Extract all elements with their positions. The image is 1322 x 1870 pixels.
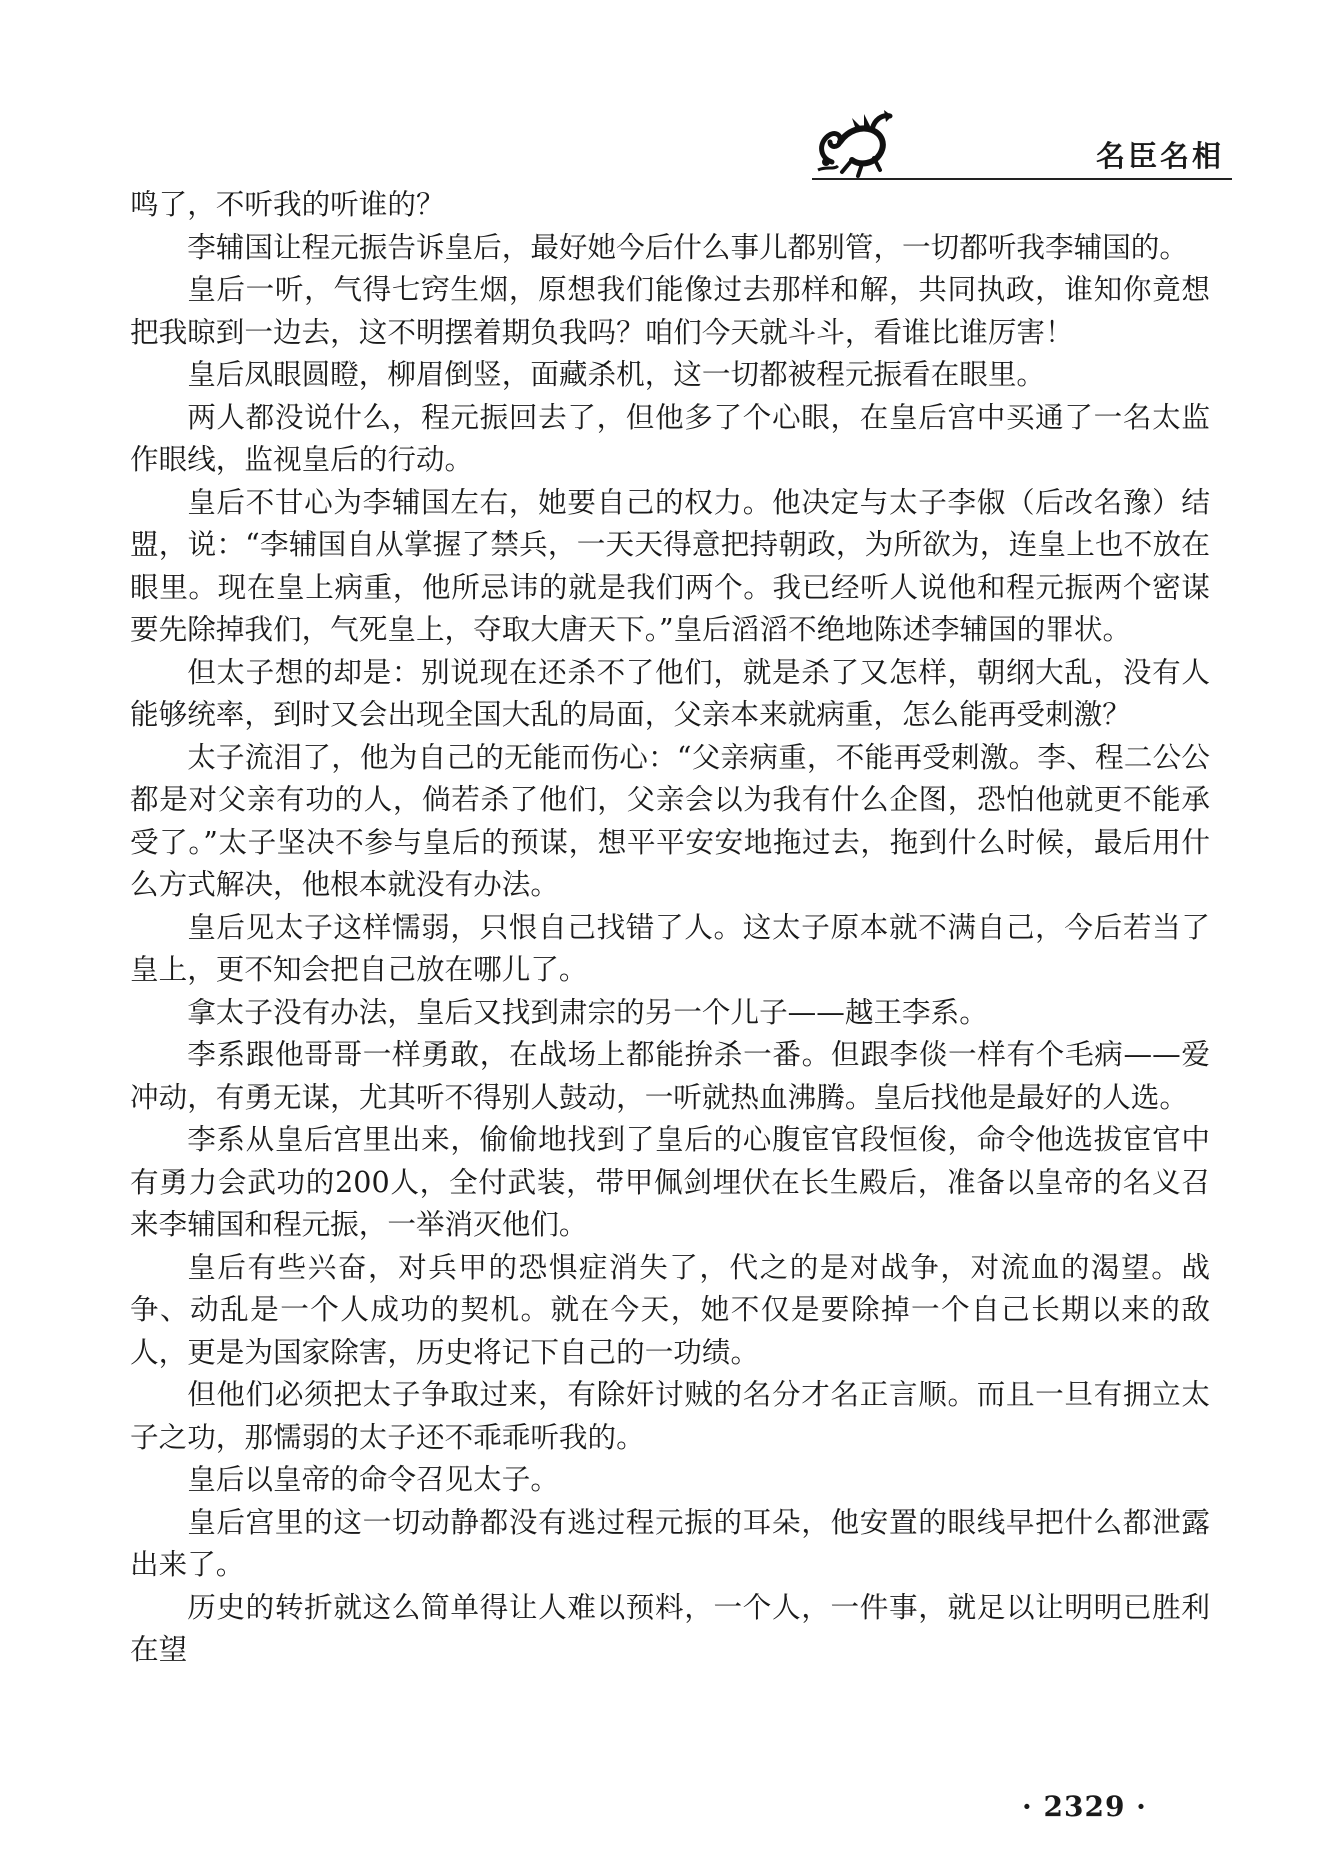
page-number: · 2329 · — [1022, 1790, 1147, 1823]
paragraph: 皇后以皇帝的命令召见太子。 — [187, 1462, 559, 1496]
paragraph: 李系从皇后宫里出来，偷偷地找到了皇后的心腹宦官段恒俊，命令他选拔宦官中有勇力会武功的200人，全付武装，带甲佩剑埋伏在长生殿后，准备以皇帝的名义召来李辅国和程元振，一举消灭他们。 — [130, 1122, 1210, 1241]
paragraph: 但太子想的却是：别说现在还杀不了他们，就是杀了又怎样，朝纲大乱，没有人能够统率，到时又会出现全国大乱的局面，父亲本来就病重，怎么能再受刺激？ — [130, 654, 1210, 731]
paragraph: 李辅国让程元振告诉皇后，最好她今后什么事儿都别管，一切都听我李辅国的。 — [187, 229, 1188, 264]
paragraph: 两人都没说什么，程元振回去了，但他多了个心眼，在皇后宫中买通了一名太监作眼线，监视皇后的行动。 — [130, 399, 1210, 476]
paragraph: 皇后不甘心为李辅国左右，她要自己的权力。他决定与太子李俶（后改名豫）结盟，说：“李辅国自从掌握了禁兵，一天天得意把持朝政，为所欲为，连皇上也不放在眼里。现在皇上病重，他所忌讳的就是我们两个。我已经听人说他和程元振两个密谋要先除掉我们，气死皇上，夺取大唐天下。”皇后滔滔不绝地陈述李辅国的罪状。 — [130, 484, 1210, 646]
page-header — [812, 100, 1232, 190]
header-rule — [812, 178, 1232, 180]
paragraph: 皇后凤眼圆瞪，柳眉倒竖，面藏杀机，这一切都被程元振看在眼里。 — [187, 357, 1046, 391]
paragraph: 鸣了，不听我的听谁的？ — [130, 187, 445, 221]
section-title: 名臣名相 — [1095, 139, 1224, 173]
paragraph: 皇后见太子这样懦弱，只恨自己找错了人。这太子原本就不满自己，今后若当了皇上，更不知会把自己放在哪儿了。 — [130, 909, 1210, 986]
paragraph: 皇后一听，气得七窍生烟，原想我们能像过去那样和解，共同执政，谁知你竟想把我晾到一边去，这不明摆着期负我吗？咱们今天就斗斗，看谁比谁厉害！ — [130, 272, 1210, 349]
paragraph: 拿太子没有办法，皇后又找到肃宗的另一个儿子——越王李系。 — [187, 994, 988, 1029]
paragraph: 历史的转折就这么简单得让人难以预料，一个人，一件事，就足以让明明已胜利在望 — [130, 1589, 1210, 1666]
body-text — [130, 183, 1210, 1671]
dragon-icon — [812, 100, 900, 180]
paragraph: 皇后宫里的这一切动静都没有逃过程元振的耳朵，他安置的眼线早把什么都泄露出来了。 — [130, 1504, 1210, 1581]
paragraph: 李系跟他哥哥一样勇敢，在战场上都能拚杀一番。但跟李倓一样有个毛病——爱冲动，有勇无谋，尤其听不得别人鼓动，一听就热血沸腾。皇后找他是最好的人选。 — [130, 1037, 1210, 1114]
paragraph: 太子流泪了，他为自己的无能而伤心：“父亲病重，不能再受刺激。李、程二公公都是对父亲有功的人，倘若杀了他们，父亲会以为我有什么企图，恐怕他就更不能承受了。”太子坚决不参与皇后的预谋，想平平安安地拖过去，拖到什么时候，最后用什么方式解决，他根本就没有办法。 — [130, 739, 1210, 901]
paragraph: 但他们必须把太子争取过来，有除奸讨贼的名分才名正言顺。而且一旦有拥立太子之功，那懦弱的太子还不乖乖听我的。 — [130, 1377, 1210, 1454]
paragraph: 皇后有些兴奋，对兵甲的恐惧症消失了，代之的是对战争，对流血的渴望。战争、动乱是一个人成功的契机。就在今天，她不仅是要除掉一个自己长期以来的敌人，更是为国家除害，历史将记下自己的一功绩。 — [130, 1249, 1210, 1369]
